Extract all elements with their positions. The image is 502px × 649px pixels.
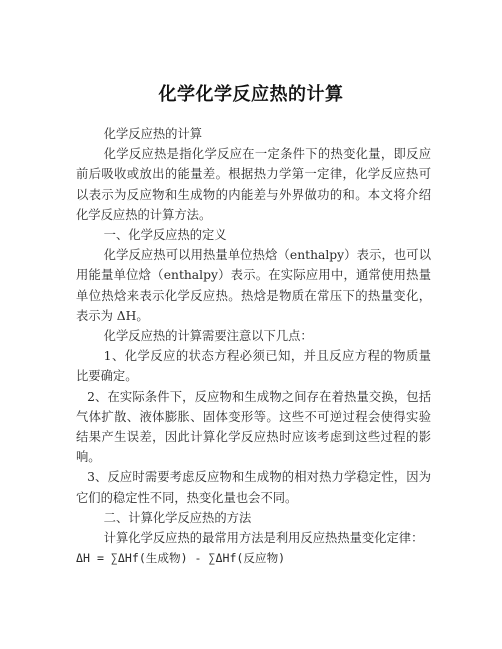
section-heading: 化学反应热的计算 — [103, 127, 203, 141]
paragraph-intro: 化学反应热是指化学反应在一定条件下的热变化量，即反应前后吸收或放出的能量差。根据热力学第一定律，化学反应热可以表示为反应物和生成物的内能差与外界做功的和。本文将介绍化学反应热的计算方法。 — [76, 147, 431, 222]
document-body — [76, 124, 431, 568]
section-heading-methods: 二、计算化学反应热的方法 — [103, 510, 252, 525]
enthalpy-formula: ΔH = ∑ΔHf(生成物) - ∑ΔHf(反应物) — [76, 551, 286, 566]
paragraph-notes-intro: 化学反应热的计算需要注意以下几点： — [103, 329, 313, 344]
section-heading-definition: 一、化学反应热的定义 — [103, 228, 227, 243]
document-title: 化学化学反应热的计算 — [158, 84, 344, 105]
list-item-3: 3、反应时需要考虑反应物和生成物的相对热力学稳定性，因为它们的稳定性不同，热变化量也会不同。 — [76, 470, 431, 505]
list-item-1: 1、化学反应的状态方程必须已知，并且反应方程的物质量比要确定。 — [76, 349, 431, 384]
list-item-2: 2、在实际条件下，反应物和生成物之间存在着热量交换，包括气体扩散、液体膨胀、固体变形等。这些不可逆过程会使得实验结果产生误差，因此计算化学反应热时应该考虑到这些过程的影响。 — [76, 389, 431, 465]
paragraph-methods: 计算化学反应热的最常用方法是利用反应热热量变化定律： — [103, 531, 424, 546]
paragraph-definition: 化学反应热可以用热量单位热焓（enthalpy）表示，也可以用能量单位焓（enthalpy）表示。在实际应用中，通常使用热量单位热焓来表示化学反应热。热焓是物质在常压下的热量变化，表示为 ΔH。 — [76, 248, 431, 323]
